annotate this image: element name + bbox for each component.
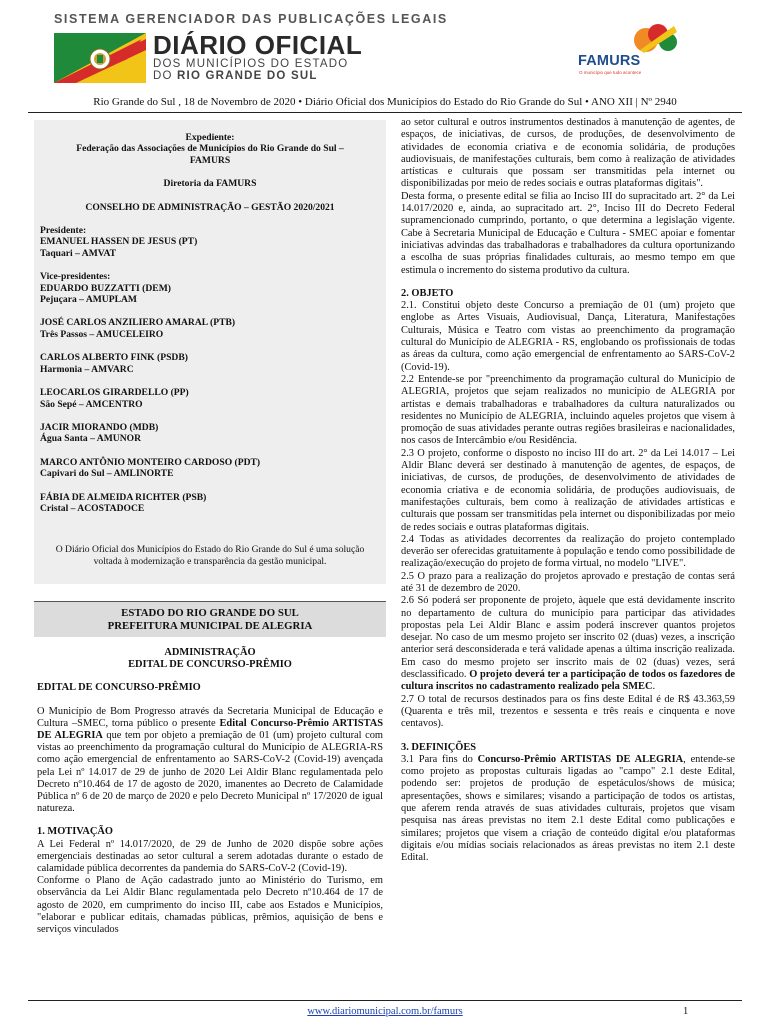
- presidente-name: EMANUEL HASSEN DE JESUS (PT): [40, 236, 198, 248]
- subtitle-state: RIO GRANDE DO SUL: [177, 70, 318, 82]
- prefeitura-banner: [34, 601, 386, 637]
- member-city: Pejuçara – AMUPLAM: [40, 294, 137, 306]
- top-divider: [28, 112, 742, 113]
- right-column: [401, 117, 735, 865]
- item-2-4: 2.4 Todas as atividades decorrentes da realização do projeto contemplado deverão ser oferecidas gratuitamente à população e tendo como possibilidade de realização/execução do projeto de forma virtual, no modelo "LIVE".: [401, 533, 735, 570]
- diretoria-heading: Diretoria da FAMURS: [163, 178, 257, 190]
- subtitle-line-1: DOS MUNICÍPIOS DO ESTADO: [153, 58, 349, 70]
- item-2-2: 2.2 Entende-se por "preenchimento da programação cultural do Município de ALEGRIA, projetos que sejam realizados no município de ALEGRIA por artistas e demais trabalhadoras e trabalhadores da cultura naturalizados ou residentes no Município de ALEGRIA, incluindo aqueles projetos que visem à promoção de suas atividades perante outras regiões brasileiras e nacionalidades, nos casos de Intercâmbio e/ou Residência.: [401, 373, 735, 447]
- footer-link[interactable]: www.diariomunicipal.com.br/famurs: [307, 1006, 463, 1017]
- prefeitura-line: PREFEITURA MUNICIPAL DE ALEGRIA: [107, 620, 313, 632]
- member-city: Capivari do Sul – AMLINORTE: [40, 468, 174, 480]
- masthead: [0, 0, 770, 92]
- page-number: 1: [683, 1006, 689, 1017]
- member-name: EDUARDO BUZZATTI (DEM): [40, 282, 171, 294]
- presidente-label: Presidente:: [40, 225, 87, 237]
- subtitle-line-2: [153, 70, 348, 82]
- objeto-heading: 2. OBJETO: [401, 287, 454, 299]
- item-2-6-bold: O projeto deverá ter a participação de todos os fazedores de cultura inscritos no cadastramento realizado pela SMEC: [401, 669, 735, 693]
- member-name: LEOCARLOS GIRARDELLO (PP): [40, 387, 189, 399]
- desta-forma-paragraph: Desta forma, o presente edital se filia ao Inciso III do supracitado art. 2° da Lei 14.017/2020 e, ainda, ao supracitado art. 2°, Inciso III do Decreto Federal supramencionado cumprindo, portanto, o que determina a legislação vigente. Cabe à Secretaria Municipal de Educação e Cultura - SMEC apoiar e fomentar iniciativas advindas das trabalhadoras e trabalhadores da cultura oportunizando a escolha de suas próprias finalidades culturais, ao mesmo tempo em que estimula o incremento do sistema produtivo da cultura.: [401, 190, 735, 276]
- member-city: Cristal – ACOSTADOCE: [40, 502, 145, 514]
- intro-paragraph: [37, 706, 383, 816]
- intro-text-cont: que tem por objeto a premiação de 01 (um) projeto cultural com vistas ao preenchimento da programação cultural do Município de ALEGRIA-RS como ação emergencial de enfrentamento ao SARS-CoV-2 (Covid-19) avençada pela Lei nº 14.017 de 29 de junho de 2020 Lei Aldir Blanc regulamentada pelo Decreto nº10.464 de 17 de agosto de 2020, imanentes ao Decreto de Calamidade Pública nº 6 de 20 de março de 2020 e pelo Decreto Municipal nº 17/2020 de igual natureza.: [37, 730, 383, 815]
- estado-line: ESTADO DO RIO GRANDE DO SUL: [121, 607, 299, 619]
- vice-label: Vice-presidentes:: [40, 271, 111, 283]
- edital-heading: EDITAL DE CONCURSO-PRÊMIO: [37, 682, 201, 694]
- expediente-note: O Diário Oficial dos Municípios do Estado do Rio Grande do Sul é uma solução voltada à modernização e transparência da gestão municipal.: [55, 544, 365, 567]
- member-name: MARCO ANTÔNIO MONTEIRO CARDOSO (PDT): [40, 456, 261, 468]
- left-column: [37, 647, 383, 936]
- item-2-6: [401, 595, 735, 693]
- subtitle-prefix: DO: [153, 70, 178, 82]
- expediente-box: [34, 120, 386, 584]
- item-3-1: [401, 754, 735, 865]
- member-name: CARLOS ALBERTO FINK (PSDB): [40, 352, 188, 364]
- presidente-city: Taquari – AMVAT: [40, 247, 117, 259]
- intro-bold: Edital Concurso-Prêmio ARTISTAS DE ALEGRIA: [37, 717, 384, 742]
- expediente-federation: Federação das Associações de Municípios do Rio Grande do Sul –: [76, 143, 344, 155]
- motivacao-paragraph-2: Conforme o Plano de Ação cadastrado junto ao Ministério do Turismo, em observância da Lei Aldir Blanc regulamentada pelo Decreto nº10.464 de 17 de agosto de 2020, em cumprimento do inciso III, cabe aos Estados e Municípios, "elaborar e publicar editais, chamadas públicas, prêmios, aquisição de bens e serviços vinculados: [37, 875, 383, 936]
- famurs-tagline: O município que tudo acontece: [579, 70, 642, 75]
- publication-subtitle: [153, 58, 348, 82]
- item-3-1-text: 3.1 Para fins do: [401, 753, 478, 765]
- conselho-heading: CONSELHO DE ADMINISTRAÇÃO – GESTÃO 2020/2021: [85, 201, 335, 213]
- item-2-6-end: .: [652, 681, 656, 693]
- system-title: SISTEMA GERENCIADOR DAS PUBLICAÇÕES LEGAIS: [54, 12, 448, 26]
- member-city: Harmonia – AMVARC: [40, 363, 134, 375]
- member-name: JOSÉ CARLOS ANZILIERO AMARAL (PTB): [40, 317, 236, 329]
- intro-text: O Município de Bom Progresso através da Secretaria Municipal de Educação e Cultura –SMEC, torna público o presente: [37, 705, 383, 729]
- motivacao-paragraph-1: A Lei Federal nº 14.017/2020, de 29 de Junho de 2020 dispõe sobre ações emergenciais destinadas ao setor cultural a serem adotadas durante o estado de calamidade pública decorrentes da pandemia do SARS-CoV-2 (Covid-19).: [37, 838, 383, 875]
- famurs-name: FAMURS: [578, 53, 641, 69]
- item-2-5: 2.5 O prazo para a realização do projetos aprovado e prestação de contas será até 31 de dezembro de 2020.: [401, 570, 735, 594]
- member-city: São Sepé – AMCENTRO: [40, 398, 143, 410]
- member-name: JACIR MIORANDO (MDB): [40, 421, 159, 433]
- item-2-1: 2.1. Constitui objeto deste Concurso a premiação de 01 (um) projeto que englobe as Artes Visuais, Audiovisual, Dança, Literatura, Manifestações Culturais, Música e Teatro com vistas ao preenchimento da programação cultural do Município de ALEGRIA - RS, englobando os profissionais de todas as áreas da cultura, como ação emergencial de enfrentamento ao SARS-CoV-2 (Covid-19).: [401, 300, 735, 373]
- definicoes-heading: 3. DEFINIÇÕES: [401, 741, 477, 753]
- expediente-famurs: FAMURS: [189, 154, 231, 166]
- item-2-6-text: 2.6 Só poderá ser proponente de projeto, àquele que está devidamente inscrito no departamento de cultura do município para participar das atividades propostas pela Lei Aldir Blanc e assim poderá inscrever quantos projetos desejar. No caso de um mesmo projeto ser inscrito 02 (duas) vezes, a inscrição anterior será desconsiderada e terá validade apenas a última inscrição realizada. Em caso do mesmo projeto ser inscrito mais de 02 (duas) vezes, será desclassificado.: [401, 595, 735, 681]
- publication-title: DIÁRIO OFICIAL: [153, 30, 363, 60]
- dateline: Rio Grande do Sul , 18 de Novembro de 2020 • Diário Oficial dos Municípios do Estado do Rio Grande do Sul • ANO XII | Nº 2940: [93, 96, 677, 108]
- member-name: FÁBIA DE ALMEIDA RICHTER (PSB): [40, 491, 207, 503]
- section-administracao: ADMINISTRAÇÃO: [164, 647, 256, 658]
- rio-grande-do-sul-flag-icon: [54, 33, 146, 83]
- famurs-logo-icon: [578, 20, 728, 80]
- bottom-divider: [28, 1000, 742, 1001]
- item-3-1-cont: , entende-se como projeto as propostas culturais ligadas ao "campo" 2.1 deste Edital, podendo ser: projetos de produção de espetáculos/shows de música; apresentações, shows e similares; visando a participação de todos os artistas, que aferem renda através de suas atividades culturais, projetos que visam pesquisa nas áreas previstas no item 2.1 deste Edital como publicações e similares; projetos que visem a criação de conteúdo digital e/ou plataformas digitais e/ou mídias sociais relacionados as áreas previstas no item 2.1 deste Edital.: [401, 753, 735, 864]
- continuation-paragraph: ao setor cultural e outros instrumentos destinados à manutenção de agentes, de espaços, de iniciativas, de cursos, de produções, de desenvolvimento de atividades de economia criativa e de economia solidária, de produções audiovisuais, de manifestações culturais, bem como à realização de atividades artísticas e culturais que possam ser transmitidas pela internet ou disponibilizadas por meio de redes sociais e outras plataformas digitais".: [401, 117, 735, 190]
- edital-title: EDITAL DE CONCURSO-PRÊMIO: [128, 659, 292, 671]
- item-3-1-bold: Concurso-Prêmio ARTISTAS DE ALEGRIA: [477, 753, 684, 765]
- expediente-title: Expediente:: [185, 132, 235, 143]
- item-2-3: 2.3 O projeto, conforme o disposto no inciso III do art. 2° da Lei 14.017 – Lei Aldir Blanc deverá ser destinado à manutenção de agentes, de espaços, de iniciativas, de cursos, de produções, de desenvolvimento de atividades de economia criativa e de economia solidária, de produções audiovisuais, de manifestações culturais, bem como à realização de atividades artísticas e culturais que possam ser transmitidas pela internet ou disponibilizadas por meio de redes sociais e outras plataformas digitais.: [401, 447, 735, 533]
- famurs-mark-icon: [578, 20, 728, 54]
- item-2-7: 2.7 O total de recursos destinados para os fins deste Edital é de R$ 43.363,59 (Quarenta e três mil, trezentos e sessenta e três reais e cinquenta e nove centavos).: [401, 693, 735, 730]
- member-city: Água Santa – AMUNOR: [40, 433, 142, 445]
- member-city: Três Passos – AMUCELEIRO: [40, 328, 164, 340]
- motivacao-heading: 1. MOTIVAÇÃO: [37, 826, 114, 838]
